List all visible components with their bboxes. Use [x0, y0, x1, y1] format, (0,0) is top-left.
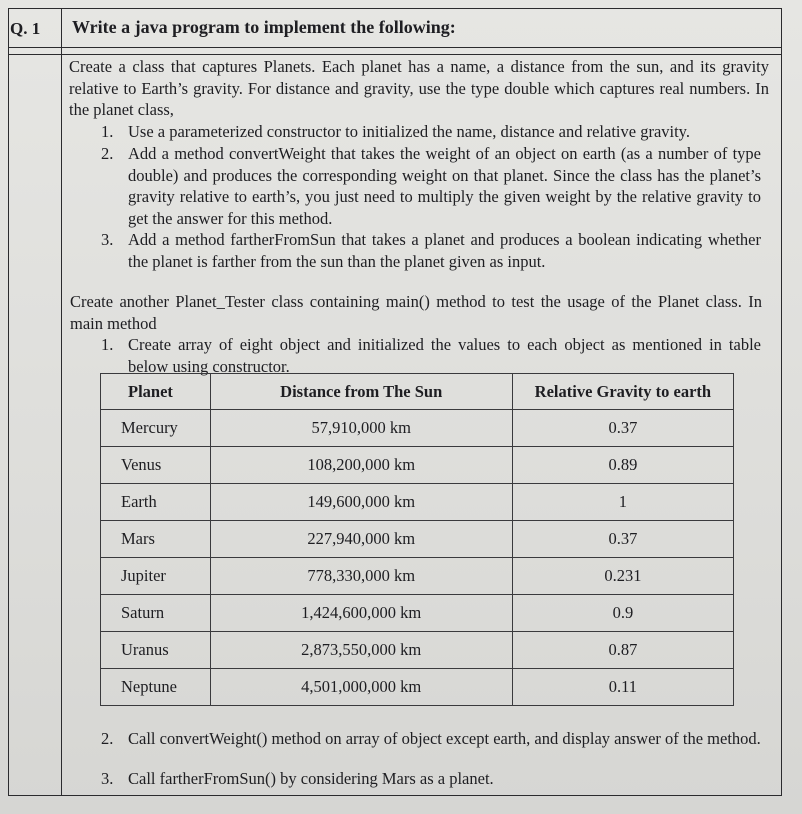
cell-planet: Mars: [101, 521, 211, 558]
question-title: Write a java program to implement the following:: [72, 17, 456, 37]
cell-gravity: 0.9: [512, 595, 733, 632]
header-gravity: Relative Gravity to earth: [512, 374, 733, 410]
cell-gravity: 0.37: [512, 521, 733, 558]
cell-gravity: 0.89: [512, 447, 733, 484]
item-text: Call convertWeight() method on array of object except earth, and display answer of the method.: [128, 729, 761, 748]
cell-distance: 2,873,550,000 km: [210, 632, 512, 669]
cell-planet: Jupiter: [101, 558, 211, 595]
cell-distance: 4,501,000,000 km: [210, 669, 512, 706]
main-item-3: [101, 768, 761, 790]
cell-planet: Neptune: [101, 669, 211, 706]
cell-planet: Earth: [101, 484, 211, 521]
cell-distance: 1,424,600,000 km: [210, 595, 512, 632]
tester-intro: Create another Planet_Tester class containing main() method to test the usage of the Planet class. In main method: [70, 292, 762, 333]
planet-item-3: [101, 229, 761, 273]
table-row: [101, 595, 734, 632]
table-row: [101, 521, 734, 558]
cell-distance: 778,330,000 km: [210, 558, 512, 595]
table-row: [101, 669, 734, 706]
item-text: Create array of eight object and initialized the values to each object as mentioned in table below using constructor.: [128, 335, 761, 376]
planet-item-1: [101, 121, 761, 143]
table-header-row: [101, 374, 734, 410]
item-number: 2.: [101, 144, 114, 163]
header-planet: Planet: [101, 374, 211, 410]
item-text: Call fartherFromSun() by considering Mars as a planet.: [128, 769, 494, 788]
cell-distance: 108,200,000 km: [210, 447, 512, 484]
header-distance: Distance from The Sun: [210, 374, 512, 410]
planet-table: [100, 373, 734, 706]
cell-gravity: 0.37: [512, 410, 733, 447]
cell-gravity: 0.11: [512, 669, 733, 706]
table-row: [101, 447, 734, 484]
item-text: Add a method fartherFromSun that takes a planet and produces a boolean indicating whether the planet is farther from the sun than the planet given as input.: [128, 230, 761, 271]
item-text: Add a method convertWeight that takes the weight of an object on earth (as a number of type double) and produces the corresponding weight on that planet. Since the class has the planet’s gravity relative to earth’s, you just need to multiply the given weight by the relative gravity to get the answer for this method.: [128, 144, 761, 228]
item-text: Use a parameterized constructor to initialized the name, distance and relative gravity.: [128, 122, 690, 141]
item-number: 3.: [101, 769, 114, 788]
cell-planet: Uranus: [101, 632, 211, 669]
main-item-2: [101, 728, 773, 772]
table-row: [101, 410, 734, 447]
intro-paragraph: Create a class that captures Planets. Each planet has a name, a distance from the sun, and its gravity relative to Earth’s gravity. For distance and gravity, use the type double which captures real numbers. In the planet class,: [69, 57, 769, 119]
main-item-1: [101, 334, 761, 378]
cell-planet: Mercury: [101, 410, 211, 447]
table-row: [101, 558, 734, 595]
cell-distance: 149,600,000 km: [210, 484, 512, 521]
cell-planet: Venus: [101, 447, 211, 484]
cell-gravity: 1: [512, 484, 733, 521]
cell-gravity: 0.231: [512, 558, 733, 595]
table-row: [101, 484, 734, 521]
column-divider: [61, 8, 62, 796]
question-number: Q. 1: [10, 19, 41, 38]
table-row: [101, 632, 734, 669]
header-divider: [8, 54, 782, 55]
item-number: 1.: [101, 122, 114, 141]
item-number: 1.: [101, 335, 114, 354]
planet-item-2: [101, 143, 761, 229]
item-number: 3.: [101, 230, 114, 249]
cell-planet: Saturn: [101, 595, 211, 632]
cell-gravity: 0.87: [512, 632, 733, 669]
cell-distance: 57,910,000 km: [210, 410, 512, 447]
item-number: 2.: [101, 729, 114, 748]
cell-distance: 227,940,000 km: [210, 521, 512, 558]
